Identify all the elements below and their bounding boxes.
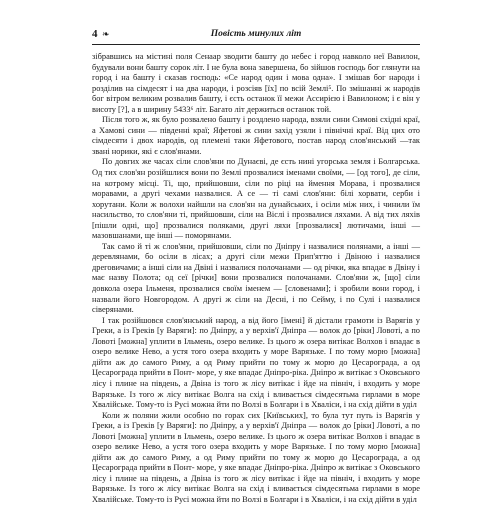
body-text bbox=[92, 52, 420, 504]
running-title: Повість минулих літ bbox=[210, 29, 302, 39]
paragraph: зібравшись на містині поля Сенаар зводити башту до небес і город навколо неї Вавилон, будували вони башту сорок літ. І не була вона завершена, бо зійшов господь бог глянути на город і на башту і сказав господь: «Се народ один і мова одна». І змішав бог народи і розділив на сімдесят і на два народи, і розсіяв [їх] по всій Землі⁵. По змішанні ж народів бог вітром великим розвалив башту, і єсть останок її межи Ассирією і Вавилоном; і є він у висоту [?], а в ширину 5433⁶ літ. Багато літ держиться останок той. bbox=[92, 52, 420, 114]
paragraph: Коли ж поляни жили особно по горах сих [Київських], то була тут путь із Варягів у Греки, а із Греків [у Варяги]: по Дніпру, а у верхів'ї Дніпра — волок до [ріки] Ловоті, а по Ловоті [можна] уплити в Ільмень, озеро велике. Із цього ж озера витікає Волхов і впадає в озеро велике Нево, а устя того озера входить у море Варязьке. І по тому морю [можна] дійти аж до самого Риму, а од Риму прийти по тому ж морю до Цесарограда, а од Цесарограда прийти в Понт- море, у яке впадає Дніпро-ріка. Дніпро ж витікає з Оковського лісу і плине на південь, а Двіна із того ж лісу витікає і йде на північ, і входить у море Варязьке. Із того ж лісу витікає Волга на схід і вливається сімдесятьма гирлами в море Хвалійське. Тому-то із Русі можна йти по Волзі в Болгари і в Хваліси, і на схід дійти в уділ bbox=[92, 410, 420, 504]
paragraph: Так само й ті ж слов'яни, прийшовши, сіли по Дніпру і назвалися полянами, а інші — деревлянами, бо осіли в лісах; а другі сіли межи Прип'яттю і Двіною і назвалися дреговичами; а інші сіли на Двіні і назвалися полочанами — од річки, яка впадає в Двіну і має назву Полота; од сеї [річки] вони прозвалися полочанами. Слов'яни ж, [що] сіли довкола озера Ільменя, прозвалися своїм іменем — [словенами]; і зробили вони город, і назвали його Новгородом. А другі ж сіли на Десні, і по Сейму, і по Сулі і назвалися сіверянами. bbox=[92, 241, 420, 315]
page-header bbox=[92, 28, 420, 45]
paragraph: І так розійшовся слов'янський народ, а від його [імені] й дістали грамоти із Варягів у Греки, а із Греків [у Варяги]: по Дніпру, а у верхів'ї Дніпра — волок до [ріки] Ловоті, а по Ловоті [можна] уплити в Ільмень, озеро велике. Із цього ж озера витікає Волхов і впадає в озеро велике Нево, а устя того озера входить у море Варязьке. І по тому морю [можна] дійти аж до самого Риму, а од Риму прийти по тому ж морю до Цесарограда, а од Цесарограда прийти в Понт- море, у яке впадає Дніпро-ріка. Дніпро ж витікає з Оковського лісу і плине на південь, а Двіна із того ж лісу витікає і йде на північ, і входить у море Варязьке. Із того ж лісу витікає Волга на схід і вливається сімдесятьма гирлами в море Хвалійське. Тому-то із Русі можна йти по Волзі в Болгари і в Хваліси, і на схід дійти в уділ bbox=[92, 315, 420, 410]
leaf-ornament-icon: ❧ bbox=[102, 29, 110, 39]
paragraph: Після того ж, як було розвалено башту і роздлено народа, взяли сини Симові східні краї, а Хамові сини — південні краї; Яфетові ж сини захід узяли і північні краї. Від цих ото сімдесяти і двох народів, од племені таки Яфетового, постав народ слов'янський —так звані норики, які є слов'янами. bbox=[92, 115, 420, 156]
page-number: 4 bbox=[92, 28, 98, 40]
paragraph: По довгих же часах сіли слов'яни по Дунаєві, де єсть нині угорська земля і Болгарська. Од тих слов'ян розійшлися вони по Землі прозвалися іменами своїми, — [од того], де сіли, на котрому місці. Ті, що, прийшовши, сіли по ріці на ймення Морава, і прозвалися моравами, а другі чехами назвалися. А се — ті самі слов'яни: білі хорвати, серби і хорутани. Коли ж волохи найшли на слов'ян на дунайських, і осіли між них, і чинили їм насильство, то слов'яни ті, прийшовши, сіли на Віслі і прозвалися ляхами. А від тих ляхів [пішли одні, що] прозвалися поляками, другі ляхи [прозвалися] лютичами, інші — мазовшанами, ще інші — поморянами. bbox=[92, 157, 420, 241]
